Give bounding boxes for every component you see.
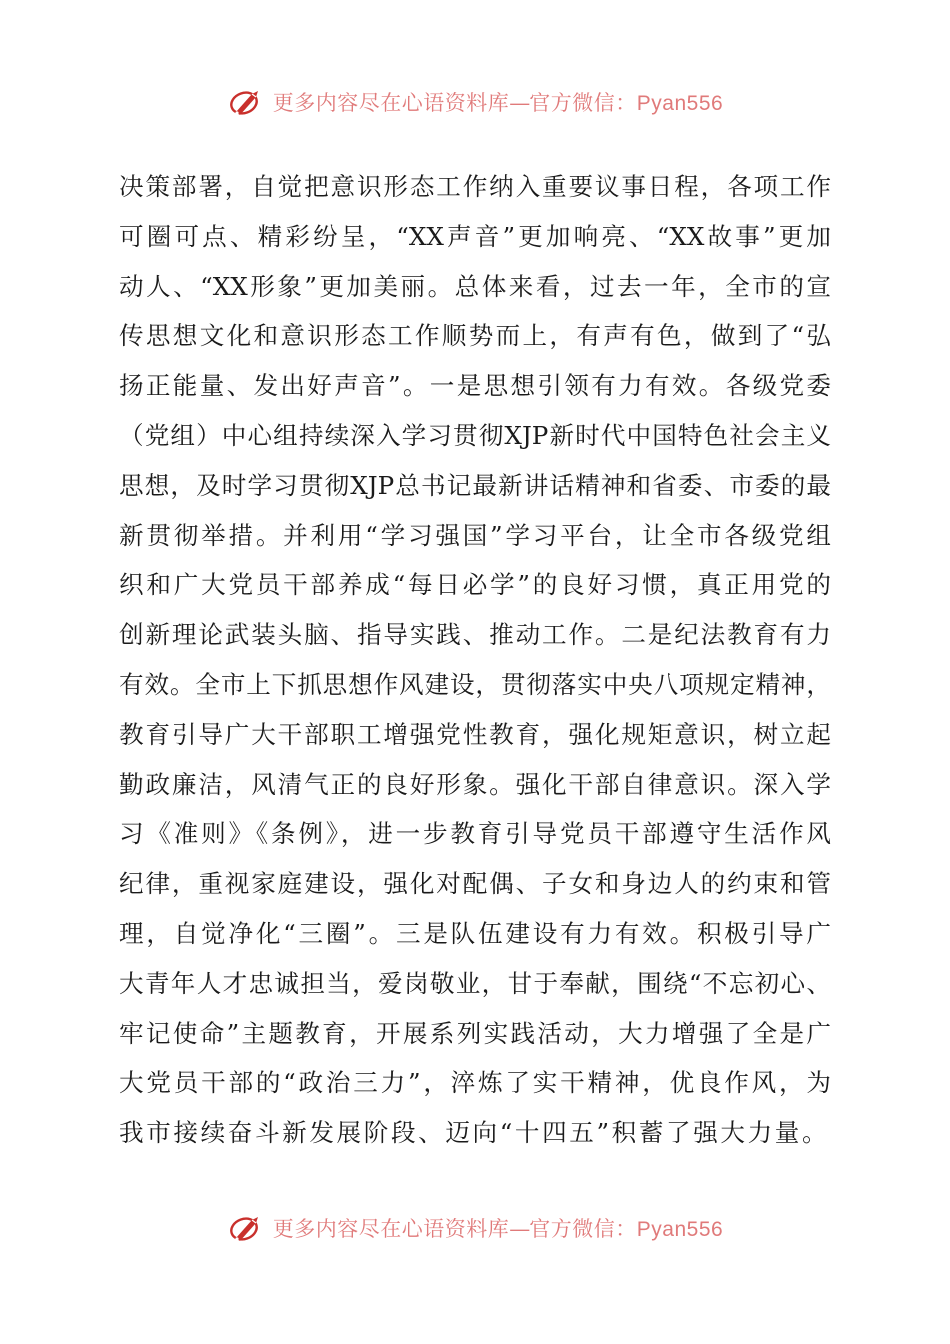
footer-banner [0, 1206, 950, 1250]
pen-nib-logo-icon [227, 1208, 267, 1248]
text-line: 扬正能量、发出好声音”。一是思想引领有力有效。各级党委 [119, 371, 831, 401]
text-line: 理，自觉净化“三圈”。三是队伍建设有力有效。积极引导广 [119, 918, 831, 948]
document-body [119, 162, 831, 1158]
text-line: 大青年人才忠诚担当，爱岗敬业，甘于奉献，围绕“不忘初心、 [119, 968, 831, 998]
pen-nib-logo-icon [227, 82, 267, 122]
text-line: 教育引导广大干部职工增强党性教育，强化规矩意识，树立起 [119, 719, 831, 749]
text-line: 动人、“XX形象”更加美丽。总体来看，过去一年，全市的宣 [119, 271, 831, 301]
text-line: 勤政廉洁，风清气正的良好形象。强化干部自律意识。深入学 [119, 769, 831, 799]
text-line: 创新理论武装头脑、指导实践、推动工作。二是纪法教育有力 [119, 620, 831, 650]
banner-wechat-id: Pyan556 [636, 92, 724, 115]
text-line: （党组）中心组持续深入学习贯彻XJP新时代中国特色社会主义 [119, 420, 831, 450]
text-line: 新贯彻举措。并利用“学习强国”学习平台，让全市各级党组 [119, 520, 831, 550]
text-line: 传思想文化和意识形态工作顺势而上，有声有色，做到了“弘 [119, 321, 831, 351]
banner-slogan: 更多内容尽在心语资料库 [272, 91, 510, 115]
header-banner [0, 80, 950, 124]
text-line: 织和广大党员干部养成“每日必学”的良好习惯，真正用党的 [119, 570, 831, 600]
banner-wechat-id: Pyan556 [636, 1218, 724, 1241]
text-line: 大党员干部的“政治三力”，淬炼了实干精神，优良作风，为 [119, 1068, 831, 1098]
text-line: 决策部署，自觉把意识形态工作纳入重要议事日程，各项工作 [119, 172, 831, 201]
text-line: 有效。全市上下抓思想作风建设，贯彻落实中央八项规定精神， [119, 669, 831, 699]
banner-separator: — [509, 1217, 530, 1241]
banner-wechat-label: 官方微信： [529, 91, 637, 115]
banner-separator: — [509, 91, 530, 115]
footer-banner-text [273, 1213, 723, 1243]
text-line: 思想，及时学习贯彻XJP总书记最新讲话精神和省委、市委的最 [119, 470, 831, 500]
text-line: 我市接续奋斗新发展阶段、迈向“十四五”积蓄了强大力量。 [119, 1118, 830, 1148]
header-banner-text [273, 87, 723, 117]
text-line: 牢记使命”主题教育，开展系列实践活动，大力增强了全是广 [119, 1018, 831, 1048]
text-line: 可圈可点、精彩纷呈，“XX声音”更加响亮、“XX故事”更加 [119, 221, 831, 251]
text-line: 纪律，重视家庭建设，强化对配偶、子女和身边人的约束和管 [119, 869, 831, 899]
banner-slogan: 更多内容尽在心语资料库 [272, 1217, 510, 1241]
text-line: 习《准则》《条例》，进一步教育引导党员干部遵守生活作风 [119, 819, 831, 849]
banner-wechat-label: 官方微信： [529, 1217, 637, 1241]
